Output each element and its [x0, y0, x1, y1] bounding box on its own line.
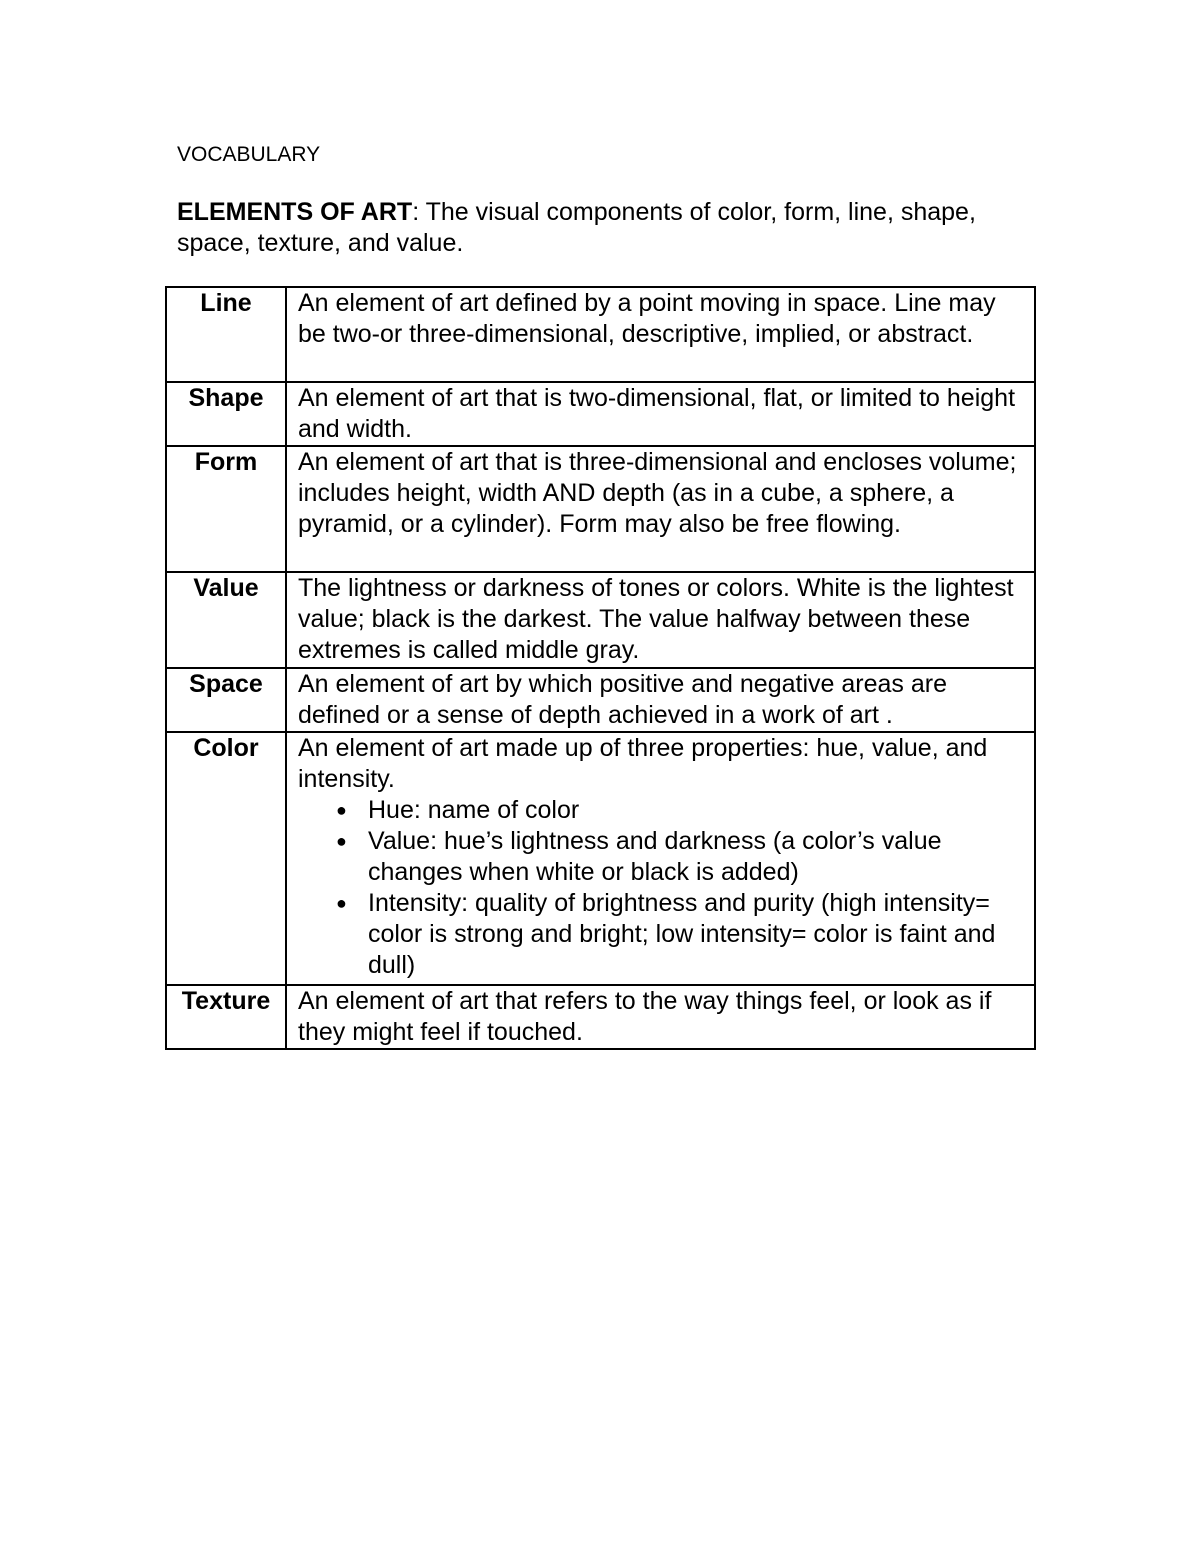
- term-texture: Texture: [166, 985, 286, 1049]
- list-item-text: Intensity: quality of brightness and purity (high intensity= color is strong and bright; low intensity= color is faint and dull): [368, 889, 996, 979]
- definition-space: An element of art by which positive and negative areas are defined or a sense of depth achieved in a work of art .: [286, 668, 1035, 732]
- definition-value: The lightness or darkness of tones or colors. White is the lightest value; black is the darkest. The value halfway between these extremes is called middle gray.: [286, 572, 1035, 668]
- table-row: [166, 287, 1035, 382]
- table-row: [166, 382, 1035, 446]
- table-row: [166, 446, 1035, 572]
- intro-definition: : The visual components of color, form, line, shape, space, texture, and value.: [177, 198, 976, 257]
- definition-shape: An element of art that is two-dimensional, flat, or limited to height and width.: [286, 382, 1035, 446]
- term-value: Value: [166, 572, 286, 668]
- bullet-icon: ●: [336, 831, 347, 851]
- table-row: [166, 668, 1035, 732]
- bullet-icon: ●: [336, 893, 347, 913]
- intro-term: ELEMENTS OF ART: [177, 198, 413, 226]
- list-item-text: Hue: name of color: [368, 796, 580, 824]
- list-item: [336, 826, 1024, 888]
- term-color: Color: [166, 732, 286, 985]
- term-space: Space: [166, 668, 286, 732]
- table-row: [166, 572, 1035, 668]
- list-item-text: Value: hue’s lightness and darkness (a color’s value changes when white or black is added): [368, 827, 942, 886]
- definition-line: An element of art defined by a point moving in space. Line may be two-or three-dimensional, descriptive, implied, or abstract.: [286, 287, 1035, 382]
- color-properties-list: [298, 795, 1024, 981]
- term-form: Form: [166, 446, 286, 572]
- bullet-icon: ●: [336, 800, 347, 820]
- definition-color: An element of art made up of three properties: hue, value, and intensity.: [298, 734, 988, 793]
- intro-paragraph: [177, 197, 997, 259]
- list-item: [336, 795, 1024, 826]
- list-item: [336, 888, 1024, 981]
- definition-form: An element of art that is three-dimensional and encloses volume; includes height, width AND depth (as in a cube, a sphere, a pyramid, or a cylinder). Form may also be free flowing.: [286, 446, 1035, 572]
- table-row: [166, 985, 1035, 1049]
- definition-texture: An element of art that refers to the way things feel, or look as if they might feel if touched.: [286, 985, 1035, 1049]
- vocabulary-table: [165, 286, 1036, 1050]
- page-heading: VOCABULARY: [177, 143, 321, 166]
- term-line: Line: [166, 287, 286, 382]
- table-row: [166, 732, 1035, 985]
- term-shape: Shape: [166, 382, 286, 446]
- definition-color-cell: [286, 732, 1035, 985]
